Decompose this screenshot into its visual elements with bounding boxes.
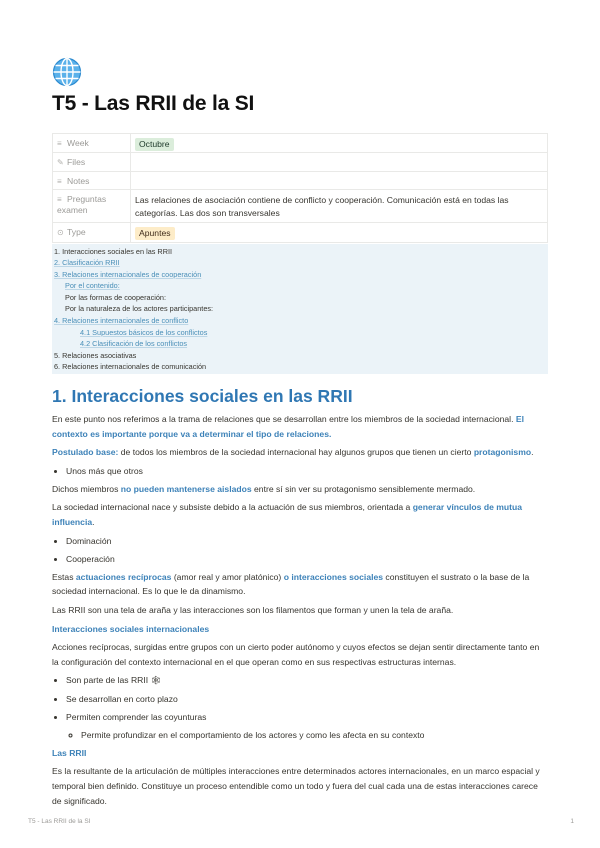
bullet-list bbox=[52, 464, 548, 479]
property-row-type bbox=[53, 223, 548, 243]
properties-table bbox=[52, 133, 548, 243]
list-item: • Dominación bbox=[66, 534, 548, 549]
paragraph: Postulado base: de todos los miembros de la sociedad internacional hay algunos grupos que tienen un cierto protagonismo. bbox=[52, 447, 534, 458]
globe-icon bbox=[52, 57, 82, 87]
list-item: • Unos más que otros bbox=[66, 464, 548, 479]
section-heading: 1. Interacciones sociales en las RRII bbox=[52, 386, 353, 406]
property-row-files bbox=[53, 153, 548, 172]
sub-bullet-list bbox=[66, 728, 548, 743]
table-of-contents bbox=[52, 244, 548, 374]
toc-item[interactable]: 4.2 Clasificación de los conflictos bbox=[80, 339, 188, 348]
toc-item[interactable]: 2. Clasificación RRII bbox=[54, 258, 120, 267]
paragraph: Es la resultante de la articulación de múltiples interacciones entre determinados actores internacionales, en un marco espacial y temporal bien definido. Constituye un proceso entendible como un todo y fuera del cual cada una de estas interacciones carece de significado. bbox=[52, 766, 540, 806]
property-row-notes bbox=[53, 172, 548, 190]
list-item: • Permiten comprender las coyunturas ◦ Permite profundizar en el comportamiento de los actores y como les afecta en su contexto bbox=[66, 710, 548, 743]
property-row-week bbox=[53, 134, 548, 153]
paperclip-icon: ✎ bbox=[57, 158, 64, 167]
list-item: ◦ Permite profundizar en el comportamiento de los actores y como les afecta en su contexto bbox=[81, 728, 548, 743]
toc-item[interactable]: 3. Relaciones internacionales de cooperación bbox=[54, 270, 202, 279]
property-key: Files bbox=[67, 157, 86, 167]
property-key: Type bbox=[67, 227, 86, 237]
paragraph: La sociedad internacional nace y subsiste debido a la actuación de sus miembros, orientada a generar vínculos de mutua influencia. bbox=[52, 502, 523, 528]
notes-value[interactable] bbox=[131, 172, 548, 190]
paragraph: Dichos miembros no pueden mantenerse aislados entre sí sin ver su protagonismo sensiblemente mermado. bbox=[52, 483, 476, 494]
property-key: Notes bbox=[67, 176, 90, 186]
toc-item[interactable]: 6. Relaciones internacionales de comunicación bbox=[54, 362, 207, 371]
select-icon: ⊙ bbox=[57, 228, 64, 237]
files-value[interactable] bbox=[131, 153, 548, 172]
paragraph: Acciones recíprocas, surgidas entre grupos con un cierto poder autónomo y cuyos efectos se dejan sentir directamente tanto en la configuración del contexto internacional en el que operan como en sus respectivas estructuras internas. bbox=[52, 642, 540, 667]
paragraph: Las RRII son una tela de araña y las interacciones son los filamentos que forman y unen la tela de araña. bbox=[52, 605, 454, 616]
toc-item[interactable]: 4. Relaciones internacionales de conflicto bbox=[54, 316, 189, 325]
toc-item[interactable]: 1. Interacciones sociales en las RRII bbox=[54, 247, 173, 256]
toc-item[interactable]: 5. Relaciones asociativas bbox=[54, 351, 137, 360]
section-body bbox=[52, 412, 548, 812]
paragraph: En este punto nos referimos a la trama de relaciones que se desarrollan entre los miembros de la sociedad internacional. El contexto es importante porque va a determinar el tipo de relaciones. bbox=[52, 414, 524, 439]
preguntas-value[interactable]: Las relaciones de asociación contiene de conflicto y cooperación. Comunicación está en todas las categorías. Las dos son transversales bbox=[131, 190, 548, 223]
property-key: Week bbox=[67, 138, 89, 148]
list-icon: ≡ bbox=[57, 195, 62, 204]
week-tag[interactable]: Octubre bbox=[135, 138, 174, 151]
list-icon: ≡ bbox=[57, 139, 62, 148]
toc-item[interactable]: Por las formas de cooperación: bbox=[65, 293, 166, 302]
list-item: • Son parte de las RRII 🕸 bbox=[66, 673, 548, 688]
type-tag[interactable]: Apuntes bbox=[135, 227, 175, 240]
subheading: Las RRII bbox=[52, 747, 87, 758]
property-key: Preguntas examen bbox=[57, 194, 107, 215]
toc-item[interactable]: 4.1 Supuestos básicos de los conflictos bbox=[80, 328, 208, 337]
bullet-list bbox=[52, 534, 548, 567]
page-footer bbox=[28, 818, 574, 825]
list-item: • Cooperación bbox=[66, 552, 548, 567]
bullet-list bbox=[52, 673, 548, 742]
property-row-preguntas bbox=[53, 190, 548, 223]
page-number: 1 bbox=[570, 818, 574, 825]
list-item: • Se desarrollan en corto plazo bbox=[66, 692, 548, 707]
page-title: T5 - Las RRII de la SI bbox=[52, 92, 255, 115]
toc-item[interactable]: Por la naturaleza de los actores participantes: bbox=[65, 304, 214, 313]
subheading: Interacciones sociales internacionales bbox=[52, 623, 210, 634]
toc-item[interactable]: Por el contenido: bbox=[65, 281, 120, 290]
footer-title: T5 - Las RRII de la SI bbox=[28, 818, 91, 825]
paragraph: Estas actuaciones recíprocas (amor real y amor platónico) o interacciones sociales constituyen el sustrato o la base de la sociedad internacional. Es lo que le da dinamismo. bbox=[52, 571, 530, 597]
list-icon: ≡ bbox=[57, 177, 62, 186]
